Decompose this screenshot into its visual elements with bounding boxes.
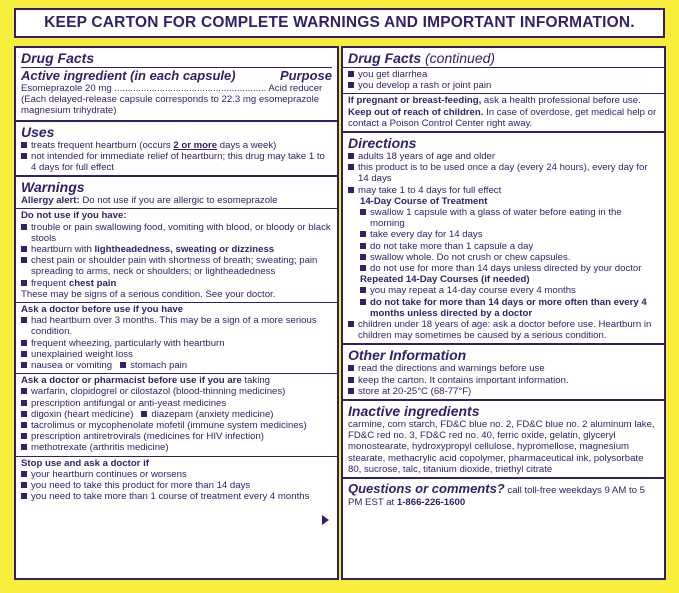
other-information-title: Other Information [348, 347, 467, 364]
ask-pharmacist-diazepam: diazepam (anxiety medicine) [141, 409, 273, 420]
keep-out-of-reach [348, 107, 659, 129]
questions-text [348, 481, 659, 508]
divider [16, 373, 337, 374]
warnings-section [16, 177, 337, 531]
directions-item: children under 18 years of age: ask a doctor before use. Heartburn in children may sometimes be caused by a serious condition. [348, 319, 659, 341]
questions-section [343, 479, 664, 510]
continued-label: (continued) [421, 50, 496, 66]
divider [16, 208, 337, 209]
ask-pharmacist-item: prescription antiretrovirals (medicines for HIV infection) [21, 431, 332, 442]
ask-pharmacist-taking: taking [241, 375, 271, 387]
stop-use-item: you need to take more than 1 course of treatment every 4 months [21, 491, 332, 502]
allergy-label: Allergy alert: [21, 195, 80, 207]
ask-pharmacist-item: tacrolimus or mycophenolate mofetil (immune system medicines) [21, 420, 332, 431]
pregnancy-warning [348, 95, 659, 106]
course-item: swallow whole. Do not crush or chew capsules. [360, 252, 659, 263]
divider [16, 456, 337, 457]
uses-text-end: days a week) [217, 139, 277, 151]
do-not-use-text: heartburn with [31, 244, 95, 256]
directions-item: this product is to be used once a day (every 24 hours), every day for 14 days [348, 162, 659, 184]
uses-text: treats frequent heartburn (occurs [31, 139, 174, 151]
stop-use-heading: Stop use and ask a doctor if [21, 457, 149, 469]
allergy-alert [21, 195, 332, 206]
divider [343, 67, 664, 68]
questions-title: Questions or comments? [348, 481, 505, 497]
repeat-item: you may repeat a 14-day course every 4 months [360, 285, 659, 296]
divider [16, 302, 337, 303]
ask-doctor-item [21, 360, 332, 371]
drug-facts-title-right: Drug Facts [348, 50, 422, 66]
course-item: do not use for more than 14 days unless directed by your doctor [360, 263, 659, 274]
course-item: swallow 1 capsule with a glass of water before eating in the morning [360, 207, 659, 229]
uses-frequency-underlined: 2 or more [173, 139, 218, 151]
keep-out-label: Keep out of reach of children. [348, 106, 484, 118]
do-not-use-emphasis: chest pain [68, 277, 117, 289]
ask-doctor-item: had heartburn over 3 months. This may be a sign of a more serious condition. [21, 315, 332, 337]
course-heading: 14-Day Course of Treatment [360, 195, 488, 207]
uses-section [16, 122, 337, 178]
continue-arrow-icon [322, 515, 329, 525]
ask-doctor-nausea: nausea or vomiting [31, 360, 113, 372]
ask-pharmacist-item: warfarin, clopidogrel or cilostazol (blood-thinning medicines) [21, 386, 332, 397]
do-not-use-heading: Do not use if you have: [21, 210, 127, 222]
drug-facts-left-panel [14, 46, 339, 580]
do-not-use-text: frequent [31, 277, 69, 289]
do-not-use-item: trouble or pain swallowing food, vomiting with blood, or bloody or black stools [21, 222, 332, 244]
drug-facts-right-panel [341, 46, 666, 580]
stop-use-item: you need to take this product for more than 14 days [21, 480, 332, 491]
warnings-title: Warnings [21, 179, 85, 196]
do-not-use-emphasis: lightheadedness, sweating or dizziness [94, 244, 275, 256]
continued-section [343, 48, 664, 133]
directions-section [343, 133, 664, 345]
directions-item: may take 1 to 4 days for full effect [348, 185, 659, 196]
ask-doctor-heading: Ask a doctor before use if you have [21, 304, 184, 316]
warning-banner: KEEP CARTON FOR COMPLETE WARNINGS AND IMPORTANT INFORMATION. [14, 8, 665, 38]
ask-doctor-item: unexplained weight loss [21, 349, 332, 360]
inactive-ingredients-text: carmine, corn starch, FD&C blue no. 2, FD&C blue no. 2 aluminum lake, FD&C red no. 3, FD&C red no. 40, ferric oxide, gelatin, glyceryl monostearate, hydroxypropyl cellulose, hypromellose, magnesium stearate, methacrylic acid copolymer, pharmaceutical ink, polysorbate 80, sucrose, talc, titanium dioxide, triethyl citrate [348, 419, 655, 475]
uses-title: Uses [21, 123, 55, 140]
do-not-use-item [21, 244, 332, 255]
other-information-item: read the directions and warnings before use [348, 363, 659, 374]
drug-facts-title: Drug Facts [21, 50, 95, 66]
stop-use-item: your heartburn continues or worsens [21, 469, 332, 480]
inactive-ingredients-section [343, 401, 664, 479]
do-not-use-note: These may be signs of a serious condition. See your doctor. [21, 288, 276, 300]
do-not-use-item: chest pain or shoulder pain with shortness of breath; sweating; pain spreading to arms, neck or shoulders; or lightheadedness [21, 255, 332, 277]
other-information-section [343, 345, 664, 401]
ask-pharmacist-item: methotrexate (arthritis medicine) [21, 442, 332, 453]
uses-item [21, 140, 332, 151]
questions-hours: call toll-free weekdays 9 AM to 5 PM EST at [348, 485, 645, 509]
drug-facts-continued-title [348, 50, 659, 66]
keep-out-text: In case of overdose, get medical help or contact a Poison Control Center right away. [348, 106, 657, 129]
ask-pharmacist-item: prescription antifungal or anti-yeast medicines [21, 398, 332, 409]
ask-pharmacist-digoxin: digoxin (heart medicine) [31, 408, 134, 420]
ask-pharmacist-item [21, 409, 332, 420]
questions-phone: 1-866-226-1600 [396, 497, 466, 509]
repeat-heading: Repeated 14-Day Courses (if needed) [360, 274, 530, 286]
inactive-ingredients-title: Inactive ingredients [348, 403, 480, 420]
active-ingredient-line: Esomeprazole 20 mg ......................................................... Acid reducer [21, 83, 323, 94]
active-ingredient-note: (Each delayed-release capsule corresponds to 22.3 mg esomeprazole magnesium trihydrate) [21, 94, 320, 117]
active-ingredient-section [16, 48, 337, 122]
stop-use-item: you get diarrhea [348, 69, 659, 80]
active-ingredient-header [21, 67, 332, 83]
course-item: take every day for 14 days [360, 229, 659, 240]
course-item: do not take more than 1 capsule a day [360, 241, 659, 252]
stop-use-item: you develop a rash or joint pain [348, 80, 659, 91]
pregnancy-text: ask a health professional before use. [481, 95, 641, 107]
active-ingredient-heading: Active ingredient (in each capsule) [21, 68, 236, 83]
uses-item: not intended for immediate relief of heartburn; this drug may take 1 to 4 days for full effect [21, 151, 332, 173]
do-not-use-item [21, 278, 332, 289]
directions-item: adults 18 years of age and older [348, 151, 659, 162]
other-information-item: keep the carton. It contains important information. [348, 375, 659, 386]
pregnancy-label: If pregnant or breast-feeding, [348, 95, 482, 107]
ask-doctor-stomach-pain: stomach pain [120, 360, 187, 371]
directions-title: Directions [348, 135, 417, 152]
purpose-heading: Purpose [279, 68, 332, 83]
allergy-text: Do not use if you are allergic to esomeprazole [79, 195, 278, 207]
ask-pharmacist-label: Ask a doctor or pharmacist before use if you are [21, 375, 242, 387]
ask-doctor-item: frequent wheezing, particularly with heartburn [21, 338, 332, 349]
divider [343, 93, 664, 94]
repeat-item: do not take for more than 14 days or more often than every 4 months unless directed by a doctor [360, 297, 659, 319]
uses-frequency [173, 140, 217, 151]
other-information-item: store at 20-25°C (68-77°F) [348, 386, 659, 397]
ask-pharmacist-heading [21, 375, 332, 386]
